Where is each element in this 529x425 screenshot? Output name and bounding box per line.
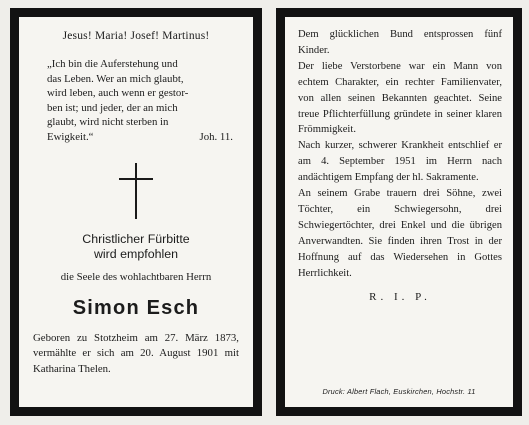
- quote-reference: Joh. 11.: [199, 130, 233, 143]
- biography: [298, 27, 502, 282]
- cross-icon: [33, 163, 239, 221]
- quote-line: ben ist; und jeder, der an mich: [47, 101, 178, 114]
- bio-paragraph: Nach kurzer, schwerer Krankheit entschlief er am 4. September 1951 im Herrn nach andächtigem Empfang der hl. Sakramente.: [298, 140, 502, 184]
- bio-paragraph: Der liebe Verstorbene war ein Mann von echtem Charakter, ein rechter Familienvater, von allen seinen Bekannten geachtet. Seine treue Pflichterfüllung gründete in seiner klaren Frömmigkeit.: [298, 60, 502, 136]
- scripture-quote: [47, 57, 235, 145]
- quote-line: Ewigkeit.“: [47, 130, 94, 143]
- quote-line: das Leben. Wer an mich glaubt,: [47, 72, 184, 85]
- cross-vertical-bar: [135, 163, 137, 219]
- prayer-line-2: wird empfohlen: [93, 246, 179, 261]
- cross-horizontal-bar: [119, 178, 153, 180]
- birth-marriage-text: Geboren zu Stotzheim am 27. März 1873, vermählte er sich am 20. August 1901 mit Katharina Thelen.: [33, 331, 239, 375]
- prayer-request: [33, 232, 239, 262]
- memorial-card-left-page: [10, 8, 262, 416]
- quote-line: wird leben, auch wenn er gestor-: [47, 87, 189, 100]
- bio-paragraph: An seinem Grabe trauern drei Söhne, zwei Töchter, ein Schwiegersohn, drei Schwiegertöchter, drei Enkel und die übrigen Anverwandten. Sie finden ihren Trost in der Hoffnung auf das Wiedersehen in Gottes Herrlichkeit.: [298, 188, 502, 279]
- invocation-line: Jesus! Maria! Josef! Martinus!: [62, 30, 210, 42]
- quote-last-line: [47, 130, 235, 145]
- deceased-name: Simon Esch: [72, 296, 200, 319]
- memorial-card-right-page: [276, 8, 522, 416]
- prayer-line-1: Christlicher Fürbitte: [82, 231, 190, 246]
- soul-line: die Seele des wohlachtbaren Herrn: [60, 270, 212, 283]
- rip-line: R. I. P.: [369, 290, 431, 303]
- right-page-paper: [285, 17, 513, 407]
- printer-imprint: Druck: Albert Flach, Euskirchen, Hochstr. 11: [322, 387, 476, 396]
- left-page-paper: [19, 17, 253, 407]
- bio-paragraph: Dem glücklichen Bund entsprossen fünf Kinder.: [298, 29, 502, 56]
- quote-line: glaubt, wird nicht sterben in: [47, 116, 169, 129]
- quote-line: „Ich bin die Auferstehung und: [47, 58, 178, 70]
